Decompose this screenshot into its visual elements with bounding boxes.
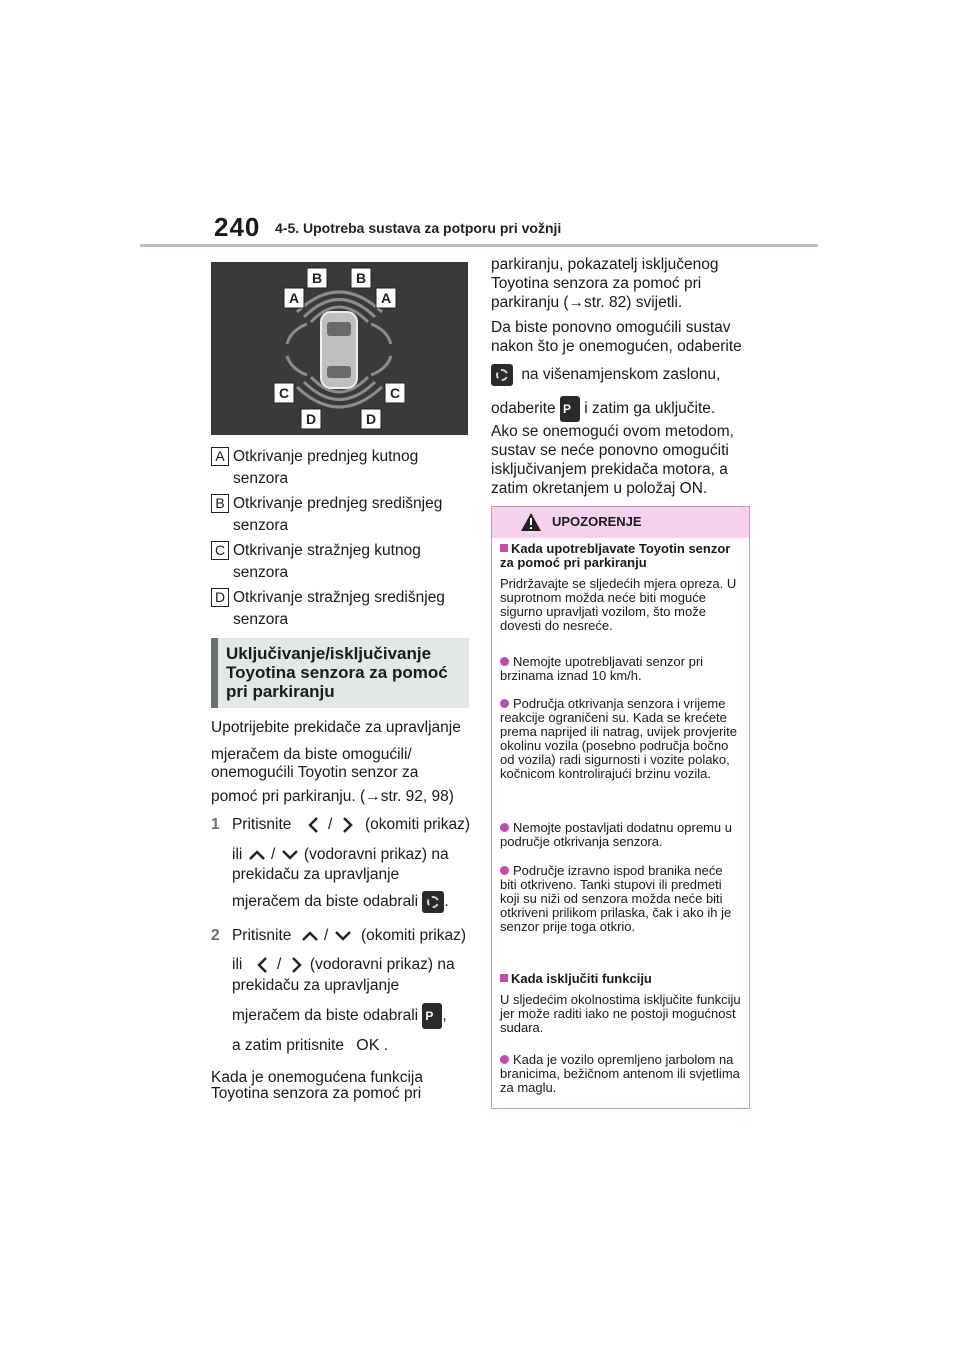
legend-key-c: C [211,541,229,560]
warning-triangle-icon [520,512,542,532]
warning-bullet-3 [500,821,740,849]
warning-bullet-3-text: Nemojte postavljati dodatnu opremu u područje otkrivanja senzora. [500,820,732,849]
diagram-label-d-right: D [366,411,377,427]
intro-line-4: pomoć pri parkiranju. (→str. 92, 98) [211,788,454,805]
step-2-text-a: Pritisnite [231,927,292,944]
diagram-label-d-left: D [306,411,317,427]
warning-title: UPOZORENJE [552,514,642,529]
step-1-slash: / [328,816,333,833]
legend-text-c: Otkrivanje stražnjeg kutnog senzora [233,542,421,581]
right-line-2: Toyotina senzora za pomoć pri [491,275,702,292]
step-2-number: 2 [211,927,220,944]
legend-key-b: B [211,494,229,513]
step-1-line-3: prekidaču za upravljanje [232,866,400,883]
step-2-slash: / [324,927,329,944]
legend-key-d: D [211,588,229,607]
page-number: 240 [214,212,261,242]
right-line-10: isključivanjem prekidača motora, a [491,461,728,478]
section-heading: Uključivanje/isključivanje Toyotina senzora za pomoć pri parkiranju [226,644,448,701]
legend-text-b: Otkrivanje prednjeg središnjeg senzora [233,495,443,534]
chevron-up-icon [247,847,267,863]
step-2-text-d: (vodoravni prikaz) na [309,956,455,973]
chevron-left-icon [304,815,324,835]
step-2-text-c: ili [232,956,243,973]
step-2-line-1 [211,925,466,947]
right-line-7 [491,396,715,422]
chevron-down-icon [280,847,300,863]
step-1-text-c: ili [232,846,243,863]
step-2-text-i: . [383,1037,389,1054]
legend-key-a: A [211,447,229,466]
chevron-right-icon [337,815,357,835]
disabled-line-2: Toyotina senzora za pomoć pri [211,1085,422,1102]
legend-item-c [211,540,469,584]
right-line-6 [491,364,720,386]
diagram-label-b-left: B [312,270,323,286]
diagram-label-a-left: A [289,290,300,306]
step-1-number: 1 [211,816,220,833]
step-2-text-f: mjeračem da biste odabrali [232,1007,419,1025]
section-heading-box [211,638,469,708]
legend-item-d [211,587,469,631]
chevron-right-icon [286,955,306,975]
chevron-down-icon [333,928,353,944]
chevron-up-icon [300,928,320,944]
step-1-text-g: . [444,893,449,911]
settings-gear-icon [422,891,444,913]
warning-bullet-2 [500,697,740,781]
warning-box [491,506,750,1109]
legend-text-a: Otkrivanje prednjeg kutnog senzora [233,448,419,487]
step-2-line-5 [232,1035,388,1057]
right-line-4: Da biste ponovno omogućili sustav [491,319,731,336]
warning-paragraph-2: U sljedećim okolnostima isključite funkciju jer može raditi iako ne postoji mogućnost sudara. [500,992,741,1035]
ok-button-icon: OK [356,1037,380,1054]
parking-assist-icon: P [560,396,580,422]
step-1-line-4 [232,891,449,913]
diagram-label-c-left: C [279,385,290,401]
step-1-slash-2: / [270,846,276,863]
warning-subheading-2-text: Kada isključiti funkciju [511,971,652,986]
header-rule [140,244,818,247]
warning-bullet-2-text: Područja otkrivanja senzora i vrijeme reakcije ograničeni su. Kada se krećete prema naprijed ili natrag, uvijek provjerite okolinu vozila (posebno područja bočno od vozila) radi sigurnosti i vozite polako, kočnicom kontrolirajući brzinu vozila. [500,696,738,781]
step-2-line-4 [232,1003,447,1029]
warning-bullet-5-text: Kada je vozilo opremljeno jarbolom na branicima, bežičnom antenom ili svjetlima za maglu. [500,1052,740,1095]
warning-paragraph-1: Pridržavajte se sljedećih mjera opreza. U suprotnom možda neće biti moguće sigurno upravljati vozilom, što može dovesti do nesreće. [500,576,737,633]
right-line-8: Ako se onemogući ovom metodom, [491,423,734,440]
right-text-7b: i zatim ga uključite. [584,400,716,418]
step-2-line-3: prekidaču za upravljanje [232,977,400,994]
warning-bullet-1-text: Nemojte upotrebljavati senzor pri brzinama iznad 10 km/h. [500,654,704,683]
right-line-1: parkiranju, pokazatelj isključenog [491,256,719,273]
step-1-text-f: mjeračem da biste odabrali [232,893,419,911]
legend-item-a [211,446,469,490]
step-2-line-2 [232,954,455,976]
warning-subheading-2 [500,972,740,986]
disabled-line-1: Kada je onemogućena funkcija [211,1069,423,1086]
parking-assist-icon: P [422,1003,442,1029]
section-title: 4-5. Upotreba sustava za potporu pri vožnji [275,220,562,236]
intro-line-3: onemogućili Toyotin senzor za [211,764,419,781]
step-1-line-2 [232,844,449,866]
right-line-11: zatim okretanjem u položaj ON. [491,480,708,497]
right-line-5: nakon što je onemogućen, odaberite [491,338,742,355]
step-2-text-g: , [442,1007,447,1025]
diagram-label-c-right: C [390,385,401,401]
chevron-left-icon [253,955,273,975]
warning-header [492,507,749,538]
step-2-text-b: (okomiti prikaz) [360,927,467,944]
diagram-label-a-right: A [381,290,392,306]
legend-item-b [211,493,469,537]
step-1-text-d: (vodoravni prikaz) na [303,846,449,863]
right-text-7a: odaberite [491,400,556,418]
warning-bullet-4-text: Područje izravno ispod branika neće biti otkriveno. Tanki stupovi ili predmeti koji su niži od senzora možda neće biti otkriveni prilikom prilaska, čak i ako ih je senzor prije toga otkrio. [500,863,732,934]
settings-gear-icon [491,364,513,386]
step-1-text-a: Pritisnite [231,816,292,833]
right-line-3: parkiranju (→str. 82) svijetli. [491,294,683,311]
intro-line-1: Upotrijebite prekidače za upravljanje [211,719,461,736]
parking-sensor-diagram [211,262,468,435]
warning-subheading-1 [500,542,740,570]
right-text-6: na višenamjenskom zaslonu, [521,366,721,384]
intro-line-2: mjeračem da biste omogućili/ [211,746,412,763]
warning-bullet-5 [500,1053,740,1095]
step-1-line-1 [211,814,470,836]
legend-text-d: Otkrivanje stražnjeg središnjeg senzora [233,589,445,628]
step-2-slash-2: / [276,956,282,973]
warning-bullet-1 [500,655,740,683]
warning-subheading-1-text: Kada upotrebljavate Toyotin senzor za pomoć pri parkiranju [500,541,731,570]
step-1-text-b: (okomiti prikaz) [364,816,471,833]
warning-bullet-4 [500,864,740,934]
right-line-9: sustav se neće ponovno omogućiti [491,442,729,459]
diagram-label-b-right: B [356,270,367,286]
step-2-text-h: a zatim pritisnite [232,1037,344,1054]
